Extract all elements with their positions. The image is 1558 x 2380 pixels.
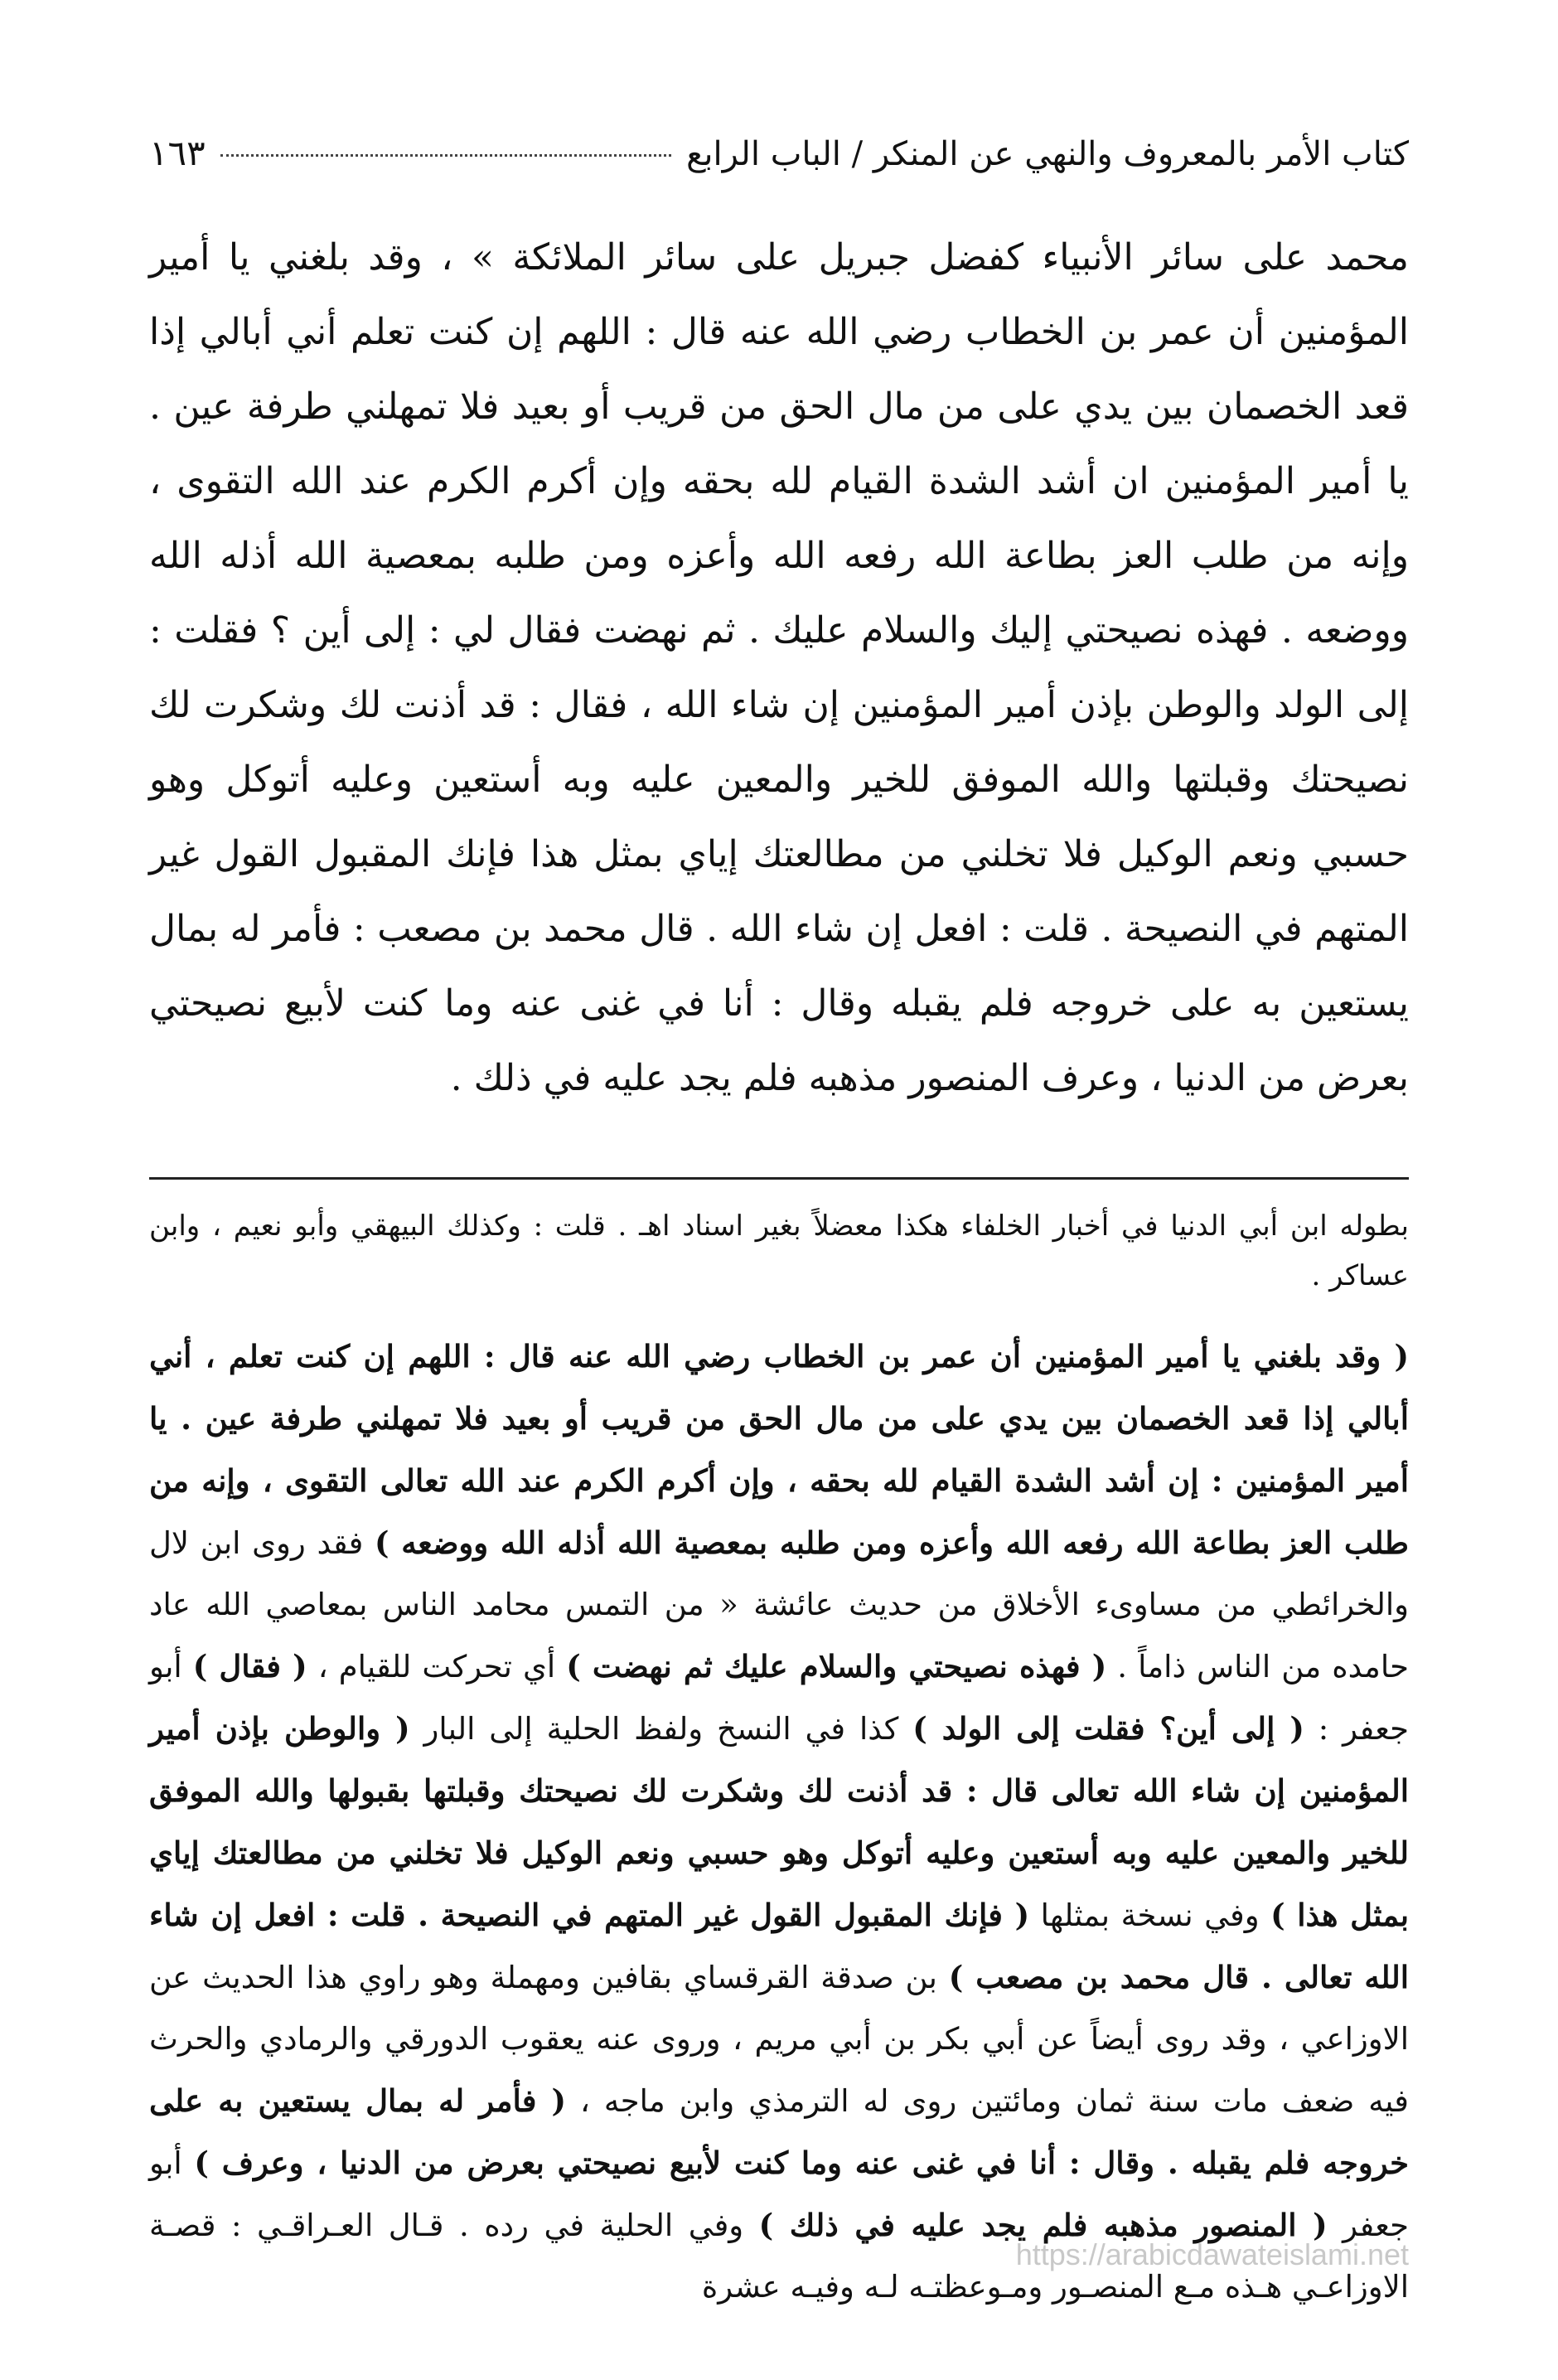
quoted-text: ( فإنك المقبول القول غير المتهم في النصيحة . قلت : افعل إن شاء الله تعالى . قال محمد بن مصعب ): [149, 1897, 1409, 1996]
quoted-text: ( وقد بلغني يا أمير المؤمنين أن عمر بن الخطاب رضي الله عنه قال : اللهم إن كنت تعلم ، أني أبالي إذا قعد الخصمان بين يدي على من مال الحق من قريب أو بعيد فلا تمهلني طرفة عين . يا أمير المؤمنين : إن أشد الشدة القيام لله بحقه ، وإن أكرم الكرم عند الله تعالى التقوى ، وإنه من طلب العز بطاعة الله رفعه الله وأعزه ومن طلبه بمعصية الله أذله الله ووضعه ): [149, 1338, 1409, 1562]
footnote-divider: [149, 1177, 1409, 1180]
dot-leader: [220, 154, 671, 157]
watermark-url: https://arabicdawateislami.net: [1015, 2237, 1409, 2271]
commentary: [149, 1326, 1409, 2318]
commentary-text: وفي الحلية في رده . قـال العـراقـي : قصـة الاوزاعـي هـذه مـع المنصـور ومـوعظتـه لـه وفيـه عشرة: [149, 2208, 1409, 2305]
running-header: [149, 133, 1409, 174]
quoted-text: ( والوطن بإذن أمير المؤمنين إن شاء الله تعالى قال : قد أذنت لك وشكرت لك نصيحتك وقبلتها بقبولها والله الموفق للخير والمعين عليه وبه أستعين وعليه أتوكل وهو حسبي ونعم الوكيل فلا تخلني من مطالعتك إياي بمثل هذا ): [149, 1710, 1409, 1934]
quoted-text: ( فقال ): [192, 1648, 307, 1685]
book-page: [149, 133, 1409, 2318]
commentary-text: أبو جعفر :: [149, 1649, 1409, 1747]
quoted-text: ( المنصور مذهبه فلم يجد عليه في ذلك ): [758, 2207, 1328, 2244]
quoted-text: ( إلى أين؟ فقلت إلى الولد ): [912, 1710, 1304, 1747]
commentary-text: أي تحركت للقيام ،: [307, 1649, 567, 1685]
commentary-text: كذا في النسخ ولفظ الحلية إلى البار: [409, 1711, 913, 1747]
main-text: محمد على سائر الأنبياء كفضل جبريل على سائر الملائكة » ، وقد بلغني يا أمير المؤمنين أن عمر بن الخطاب رضي الله عنه قال : اللهم إن كنت تعلم أني أبالي إذا قعد الخصمان بين يدي على من مال الحق من قريب أو بعيد فلا تمهلني طرفة عين . يا أمير المؤمنين ان أشد الشدة القيام لله بحقه وإن أكرم الكرم عند الله التقوى ، وإنه من طلب العز بطاعة الله رفعه الله وأعزه ومن طلبه بمعصية الله أذله الله ووضعه . فهذه نصيحتي إليك والسلام عليك . ثم نهضت فقال لي : إلى أين ؟ فقلت : إلى الولد والوطن بإذن أمير المؤمنين إن شاء الله ، فقال : قد أذنت لك وشكرت لك نصيحتك وقبلتها والله الموفق للخير والمعين عليه وبه أستعين وعليه أتوكل وهو حسبي ونعم الوكيل فلا تخلني من مطالعتك إياي بمثل هذا فإنك المقبول القول غير المتهم في النصيحة . قلت : افعل إن شاء الله . قال محمد بن مصعب : فأمر له بمال يستعين به على خروجه فلم يقبله وقال : أنا في غنى عنه وما كنت لأبيع نصيحتي بعرض من الدنيا ، وعرف المنصور مذهبه فلم يجد عليه في ذلك .: [149, 236, 1409, 1100]
quoted-text: ( فأمر له بمال يستعين به على خروجه فلم يقبله . وقال : أنا في غنى عنه وما كنت لأبيع نصيحتي بعرض من الدنيا ، وعرف ): [149, 2082, 1410, 2182]
quoted-text: ( فهذه نصيحتي والسلام عليك ثم نهضت ): [566, 1648, 1107, 1685]
commentary-text: وفي نسخة بمثلها: [1029, 1898, 1271, 1934]
commentary-text: بن صدقة القرقساي بقافين ومهملة وهو راوي هذا الحديث عن الاوزاعي ، وقد روى أيضاً عن أبي بكر بن أبي مريم ، وروى عنه يعقوب الدورقي والرمادي والحرث فيه ضعف مات سنة ثمان ومائتين روى له الترمذي وابن ماجه ،: [149, 1960, 1409, 2120]
header-title: كتاب الأمر بالمعروف والنهي عن المنكر / الباب الرابع: [686, 135, 1409, 173]
commentary-text: فقد روى ابن لال والخرائطي من مساوىء الأخلاق من حديث عائشة « من التمس محامد الناس بمعاصي الله عاد حامده من الناس ذاماً .: [149, 1525, 1409, 1685]
footnote-intro: بطوله ابن أبي الدنيا في أخبار الخلفاء هكذا معضلاً بغير اسناد اهـ . قلت : وكذلك البيهقي وأبو نعيم ، وابن عساكر .: [149, 1209, 1409, 1293]
commentary-text: أبو جعفر: [149, 2145, 1409, 2244]
page-number: ١٦٣: [149, 133, 206, 173]
